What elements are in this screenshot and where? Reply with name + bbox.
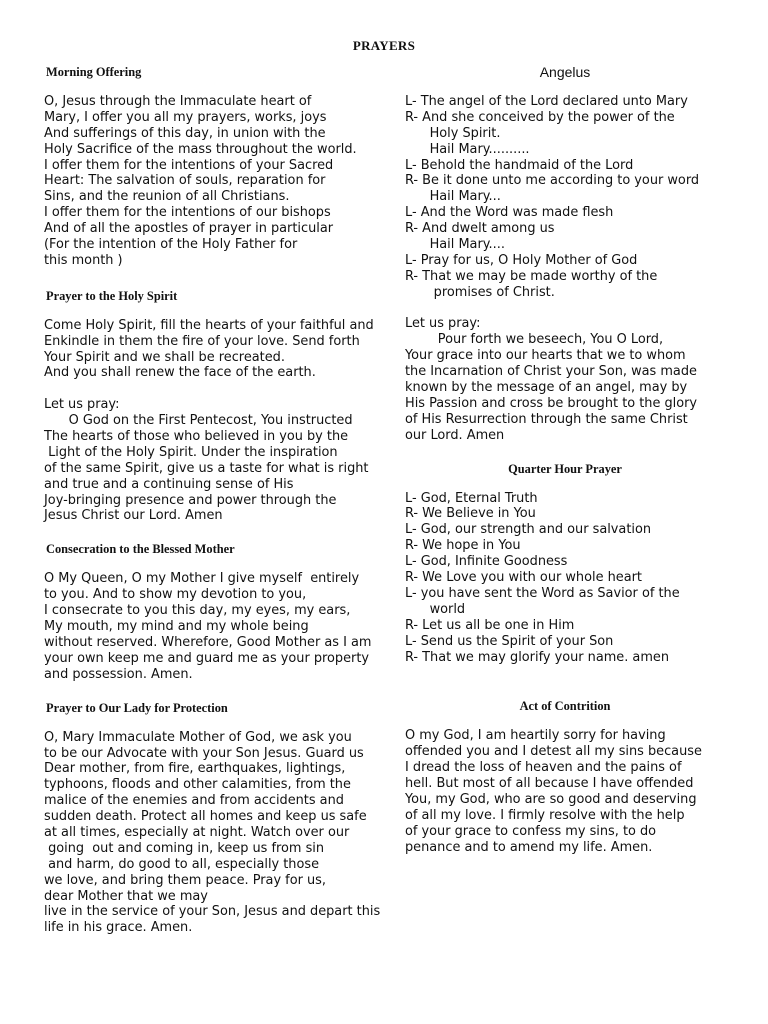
prayer-line: Hail Mary... — [405, 189, 501, 205]
prayer-line: R- We Love you with our whole heart — [405, 570, 642, 586]
prayer-line: the Incarnation of Christ your Son, was made — [405, 364, 697, 380]
prayer-line: And of all the apostles of prayer in particular — [44, 221, 334, 237]
prayer-text-quarter-hour — [405, 491, 725, 666]
prayer-line: Sins, and the reunion of all Christians. — [44, 189, 290, 205]
prayer-line: and harm, do good to all, especially those — [44, 856, 320, 872]
quarter-hour-section — [405, 461, 725, 666]
prayer-line: O my God, I am heartily sorry for having — [405, 728, 666, 744]
prayer-line: known by the message of an angel, may by — [405, 380, 688, 396]
section-heading-morning-offering: Morning Offering — [46, 65, 142, 79]
prayer-line: Come Holy Spirit, fill the hearts of your faithful and — [44, 317, 374, 333]
prayer-line: Light of the Holy Spirit. Under the inspiration — [44, 444, 338, 460]
prayer-line: And sufferings of this day, in union with the — [44, 125, 326, 141]
prayer-text-morning-offering — [44, 94, 396, 269]
prayer-line: offended you and I detest all my sins because — [405, 744, 702, 760]
prayer-line: Heart: The salvation of souls, reparation for — [44, 173, 326, 189]
prayer-line: Mary, I offer you all my prayers, works, joys — [44, 109, 327, 125]
prayer-line: dear Mother that we may — [44, 888, 208, 904]
prayer-line: My mouth, my mind and my whole being — [44, 619, 309, 635]
prayer-line: life in his grace. Amen. — [44, 920, 193, 936]
prayer-line: I offer them for the intentions of our bishops — [44, 205, 331, 221]
prayer-line: to be our Advocate with your Son Jesus. Guard us — [44, 745, 364, 761]
prayer-line: Enkindle in them the fire of your love. Send forth — [44, 333, 360, 349]
prayer-line: of your grace to confess my sins, to do — [405, 823, 657, 839]
prayer-line: without reserved. Wherefore, Good Mother as I am — [44, 634, 372, 650]
prayer-line: You, my God, who are so good and deserving — [405, 791, 697, 807]
prayer-line: R- Let us all be one in Him — [405, 617, 575, 633]
angelus-section — [405, 64, 725, 444]
prayer-line: Your grace into our hearts that we to whom — [405, 348, 686, 364]
prayer-line: I offer them for the intentions of your Sacred — [44, 157, 334, 173]
prayer-line: And you shall renew the face of the earth. — [44, 365, 316, 381]
prayer-line: hell. But most of all because I have offended — [405, 776, 694, 792]
prayer-line: typhoons, floods and other calamities, from the — [44, 777, 351, 793]
left-column — [44, 64, 396, 936]
prayer-line: our Lord. Amen — [405, 427, 505, 443]
section-heading-contrition: Act of Contrition — [519, 699, 611, 714]
page-title: PRAYERS — [352, 38, 416, 53]
prayer-line: L- Send us the Spirit of your Son — [405, 633, 614, 649]
prayer-line: to you. And to show my devotion to you, — [44, 587, 307, 603]
prayer-line: R- And she conceived by the power of the — [405, 109, 675, 125]
blank-line — [405, 301, 725, 317]
prayer-line: your own keep me and guard me as your property — [44, 650, 370, 666]
prayer-line: Hail Mary.... — [405, 237, 505, 253]
prayer-line: O God on the First Pentecost, You instructed — [44, 413, 353, 429]
prayer-line: malice of the enemies and from accidents and — [44, 793, 344, 809]
prayer-line: penance and to amend my life. Amen. — [405, 839, 653, 855]
prayer-line: O, Jesus through the Immaculate heart of — [44, 94, 312, 109]
prayer-line: live in the service of your Son, Jesus and depart this — [44, 904, 381, 920]
prayer-line: R- That we may be made worthy of the — [405, 268, 658, 284]
prayer-line: (For the intention of the Holy Father for — [44, 237, 298, 253]
prayer-line: this month ) — [44, 252, 123, 268]
prayer-line: O, Mary Immaculate Mother of God, we ask you — [44, 729, 352, 745]
prayer-line: world — [405, 601, 466, 617]
section-heading-quarter-hour: Quarter Hour Prayer — [508, 461, 622, 476]
prayer-line: Dear mother, from fire, earthquakes, lightings, — [44, 761, 346, 777]
blank-line — [44, 381, 396, 397]
prayer-line: Jesus Christ our Lord. Amen — [44, 508, 223, 524]
prayer-line: at all times, especially at night. Watch over our — [44, 824, 350, 840]
prayer-line: L- The angel of the Lord declared unto Mary — [405, 94, 688, 109]
prayer-line: and possession. Amen. — [44, 666, 193, 682]
section-heading-protection: Prayer to Our Lady for Protection — [46, 700, 228, 715]
section-heading-angelus: Angelus — [539, 64, 591, 80]
holy-spirit-section — [44, 288, 396, 525]
prayer-line: R- Be it done unto me according to your word — [405, 173, 700, 189]
prayer-line: Pour forth we beseech, You O Lord, — [405, 332, 664, 348]
prayer-line: of all my love. I firmly resolve with the help — [405, 807, 685, 823]
section-heading-holy-spirit: Prayer to the Holy Spirit — [46, 288, 178, 303]
prayer-line: of the same Spirit, give us a taste for what is right — [44, 460, 369, 476]
prayer-line: Let us pray: — [44, 397, 120, 413]
prayer-line: of His Resurrection through the same Christ — [405, 411, 688, 427]
prayer-line: sudden death. Protect all homes and keep us safe — [44, 809, 367, 825]
prayer-text-contrition — [405, 728, 725, 855]
prayer-line: Your Spirit and we shall be recreated. — [44, 349, 285, 365]
prayer-line: R- That we may glorify your name. amen — [405, 649, 669, 665]
prayer-line: L- God, Infinite Goodness — [405, 554, 568, 570]
prayer-text-angelus — [405, 94, 725, 444]
prayer-line: L- God, Eternal Truth — [405, 490, 538, 506]
prayer-line: I dread the loss of heaven and the pains of — [405, 760, 682, 776]
prayer-line: Hail Mary.......... — [405, 141, 530, 157]
prayer-line: His Passion and cross be brought to the glory — [405, 395, 698, 411]
prayer-line: Holy Spirit. — [405, 125, 501, 141]
morning-offering-section — [44, 64, 396, 269]
prayer-line: The hearts of those who believed in you by the — [44, 429, 349, 445]
prayer-line: O My Queen, O my Mother I give myself entirely — [44, 571, 360, 587]
prayer-line: L- you have sent the Word as Savior of the — [405, 585, 680, 601]
prayer-line: promises of Christ. — [405, 284, 555, 300]
prayer-line: going out and coming in, keep us from sin — [44, 840, 325, 856]
prayer-line: and true and a continuing sense of His — [44, 476, 294, 492]
prayer-line: R- And dwelt among us — [405, 221, 555, 237]
consecration-section — [44, 541, 396, 682]
prayer-text-protection — [44, 730, 396, 937]
prayer-line: Let us pray: — [405, 316, 481, 332]
right-column — [405, 64, 725, 856]
prayer-line: L- And the Word was made flesh — [405, 205, 614, 221]
section-heading-consecration: Consecration to the Blessed Mother — [46, 542, 235, 557]
prayer-line: L- Behold the handmaid of the Lord — [405, 157, 634, 173]
prayer-line: R- We hope in You — [405, 538, 521, 554]
prayer-text-consecration — [44, 571, 396, 682]
prayer-text-holy-spirit — [44, 318, 396, 525]
prayer-line: L- Pray for us, O Holy Mother of God — [405, 252, 638, 268]
contrition-section — [405, 698, 725, 855]
prayer-line: we love, and bring them peace. Pray for us, — [44, 872, 326, 888]
prayer-line: I consecrate to you this day, my eyes, my ears, — [44, 603, 351, 619]
prayer-line: L- God, our strength and our salvation — [405, 522, 652, 538]
protection-section — [44, 700, 396, 937]
prayer-line: R- We Believe in You — [405, 506, 536, 522]
prayer-line: Joy-bringing presence and power through the — [44, 492, 337, 508]
prayer-line: Holy Sacrifice of the mass throughout the world. — [44, 141, 357, 157]
